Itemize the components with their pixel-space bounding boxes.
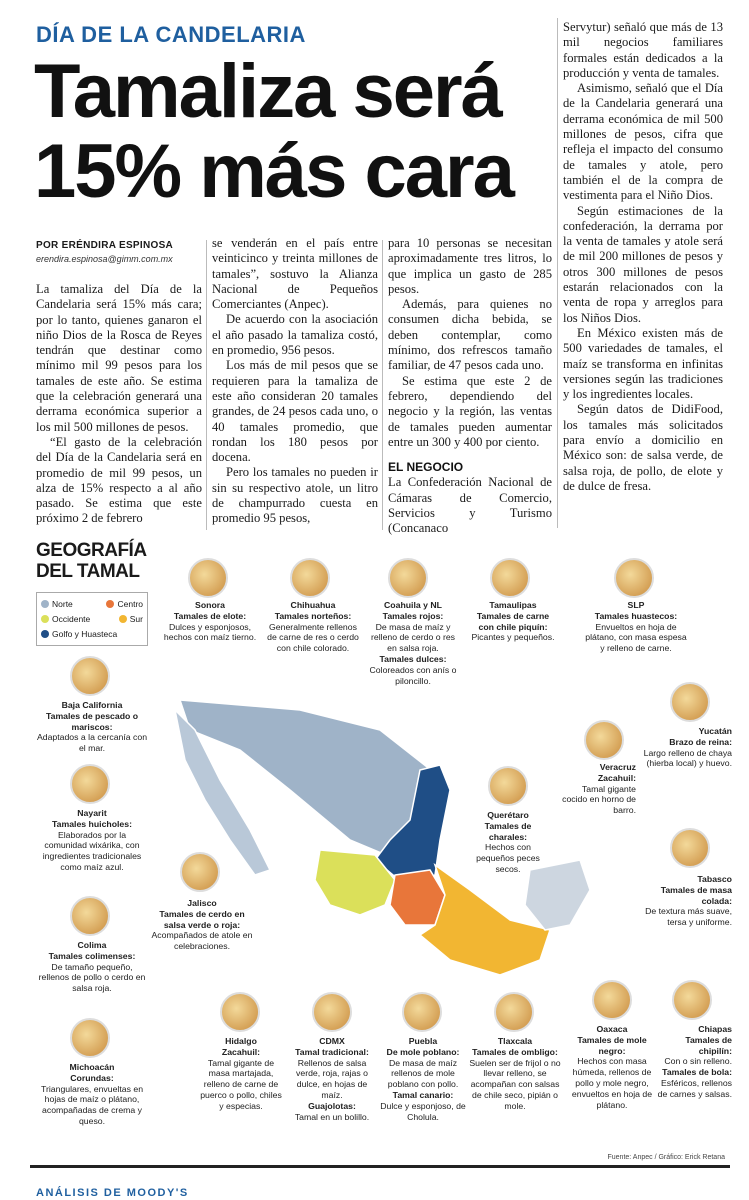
article-column-4 <box>563 20 723 494</box>
infographic-title-line: DEL TAMAL <box>36 561 140 582</box>
paragraph: Asimismo, señaló que el Día de la Candelaria generará una derrama económica de mil 500 millones de pesos, cifra que refleja el impacto del consumo de tamales y atole, pero también el de la compra de vestimenta para el Niño Dios. <box>563 81 723 203</box>
legend-item: Sur <box>119 614 143 624</box>
author-email[interactable]: erendira.espinosa@gimm.com.mx <box>36 254 173 264</box>
legend-swatch <box>41 615 49 623</box>
infographic-title-line: GEOGRAFÍA <box>36 540 147 561</box>
state-label-tlaxcala: Tlaxcala Tamales de ombligo: Suelen ser de frijol o no llevar relleno, se acompañan con salsas de chile seco, pipián o mole. <box>469 1036 561 1111</box>
paragraph: se venderán en el país entre veinticinco y treinta millones de tamales”, sostuvo la Alianza Nacional de Pequeños Comerciantes (Anpec). <box>212 236 378 312</box>
state-label-jalisco: Jalisco Tamales de cerdo en salsa verde o roja: Acompañados de atole en celebraciones. <box>151 898 253 952</box>
state-label-chiapas: Chiapas Tamales de chipilín: Con o sin relleno. Tamales de bola: Esféricos, rellenos de carnes y salsas. <box>657 1024 732 1099</box>
article-column-2 <box>212 236 378 527</box>
subheading: EL NEGOCIO <box>388 460 464 475</box>
graphic-source: Fuente: Anpec / Gráfico: Erick Retana <box>607 1154 725 1161</box>
tamal-photo <box>70 764 110 804</box>
paragraph: De acuerdo con la asociación el año pasado la tamaliza costó, en promedio, 956 pesos. <box>212 312 378 358</box>
paragraph: Servytur) señaló que más de 13 mil negocios familiares formales están dedicados a la producción y venta de tamales. <box>563 20 723 80</box>
tamal-photo <box>670 682 710 722</box>
map-region-centro <box>390 870 445 925</box>
paragraph: La tamaliza del Día de la Candelaria será 15% más cara; por lo tanto, quienes ganaron el niño Dios de la Rosca de Reyes tendrán que destinar como mínimo mil 99 pesos para los tamales de este año. Se estima que la celebración generará una derrama económica superior a los mil 500 millones de pesos. <box>36 282 202 434</box>
state-label-tabasco: Tabasco Tamales de masa colada: De textura más suave, tersa y uniforme. <box>645 874 732 928</box>
state-label-nayarit: Nayarit Tamales huicholes: Elaborados por la comunidad wixárika, con ingredientes tradicionales como maíz azul. <box>42 808 142 872</box>
tamal-photo <box>614 558 654 598</box>
legend-item: Occidente <box>41 614 90 624</box>
byline: POR ERÉNDIRA ESPINOSA <box>36 240 174 251</box>
next-article-kicker: ANÁLISIS DE MOODY'S <box>36 1187 189 1199</box>
state-label-baja-california: Baja California Tamales de pescado o mariscos: Adaptados a la cercanía con el mar. <box>36 700 148 754</box>
section-kicker: DÍA DE LA CANDELARIA <box>36 22 306 47</box>
tamal-photo <box>188 558 228 598</box>
tamal-photo <box>312 992 352 1032</box>
state-label-chihuahua: Chihuahua Tamales norteños: Generalmente rellenos de carne de res o cerdo con chile colorado. <box>267 600 359 654</box>
paragraph: Los más de mil pesos que se requieren para la tamaliza de este año consideran 20 tamales grandes, de 24 pesos cada uno, o 40 tamales promedio, que rondan los 180 pesos por docena. <box>212 358 378 465</box>
paragraph: Pero los tamales no pueden ir sin su respectivo atole, un litro de champurrado cuesta en promedio 95 pesos, <box>212 465 378 526</box>
paragraph: Se estima que este 2 de febrero, dependiendo del negocio y la región, las ventas de tamales pueden aumentar entre un 300 y 400 por ciento. <box>388 373 552 449</box>
tamal-photo <box>488 766 528 806</box>
state-label-cdmx: CDMX Tamal tradicional: Rellenos de salsa verde, roja, rajas o dulce, en hojas de maíz. Guajolotas: Tamal en un bolillo. <box>294 1036 370 1122</box>
mexico-map <box>150 690 620 1020</box>
state-label-sonora: Sonora Tamales de elote: Dulces y esponjosos, hechos con maíz tierno. <box>163 600 257 643</box>
paragraph: La Confederación Nacional de Cámaras de Comercio, Servicios y Turismo (Concanaco <box>388 475 552 536</box>
state-label-tamaulipas: Tamaulipas Tamales de carne con chile piquín: Picantes y pequeños. <box>471 600 555 643</box>
state-label-puebla: Puebla De mole poblano: De masa de maíz rellenos de mole poblano con pollo. Tamal canario: Dulce y esponjoso, de Cholula. <box>380 1036 466 1122</box>
state-label-hidalgo: Hidalgo Zacahuil: Tamal gigante de masa martajada, relleno de carne de puerco o pollo, chiles y especias. <box>200 1036 282 1111</box>
tamal-photo <box>220 992 260 1032</box>
column-divider <box>206 240 207 530</box>
legend-item: Golfo y Huasteca <box>41 629 117 639</box>
tamal-photo <box>584 720 624 760</box>
tamal-photo <box>672 980 712 1020</box>
legend-swatch <box>41 630 49 638</box>
region-legend <box>36 592 148 646</box>
paragraph: para 10 personas se necesitan aproximadamente tres litros, lo que implica un gasto de 285 pesos. <box>388 236 552 296</box>
paragraph: Según datos de DidiFood, los tamales más solicitados para envío a domicilio en México son: de salsa verde, de salsa roja, de pollo, de elote y de dulce de fresa. <box>563 402 723 493</box>
article-column-3 <box>388 236 552 537</box>
state-label-colima: Colima Tamales colimenses: De tamaño pequeño, rellenos de pollo o cerdo en salsa roja. <box>38 940 146 994</box>
tamal-photo <box>70 896 110 936</box>
legend-swatch <box>106 600 114 608</box>
infographic-title <box>36 540 147 582</box>
paragraph: Según estimaciones de la confederación, la derrama por la venta de tamales y atole será de mil 200 millones de pesos y otros 300 millones de pesos estarán relacionados con la venta de ropa y arreglos para los Niños Dios. <box>563 203 723 325</box>
state-label-queretaro: Querétaro Tamales de charales: Hechos con pequeños peces secos. <box>476 810 540 874</box>
legend-swatch <box>41 600 49 608</box>
tamal-photo <box>592 980 632 1020</box>
tamal-photo <box>670 828 710 868</box>
tamal-photo <box>490 558 530 598</box>
state-label-oaxaca: Oaxaca Tamales de mole negro: Hechos con masa húmeda, rellenos de pollo y mole negro, envueltos en hoja de plátano. <box>571 1024 653 1110</box>
column-divider <box>557 18 558 528</box>
tamal-photo <box>290 558 330 598</box>
legend-item: Norte <box>41 599 73 609</box>
tamal-photo <box>494 992 534 1032</box>
state-label-yucatan: Yucatán Brazo de reina: Largo relleno de chaya (hierba local) y huevo. <box>643 726 732 769</box>
legend-swatch <box>119 615 127 623</box>
column-divider <box>382 240 383 530</box>
article-column-1 <box>36 282 202 527</box>
tamal-photo <box>180 852 220 892</box>
state-label-michoacan: Michoacán Corundas: Triangulares, envueltas en hojas de maíz o plátano, acompañadas de crema y queso. <box>40 1062 144 1126</box>
paragraph: En México existen más de 500 variedades de tamales, el maíz se transforma en infinitas versiones según las tradiciones y los ingredientes locales. <box>563 325 723 402</box>
paragraph: Además, para quienes no consumen dicha bebida, se deben contemplar, como mínimo, dos refrescos tamaño familiar, de 47 pesos cada uno. <box>388 297 552 373</box>
bottom-rule <box>30 1165 730 1168</box>
state-label-slp: SLP Tamales huastecos: Envueltos en hoja de plátano, con masa espesa y relleno de carne. <box>585 600 687 654</box>
state-label-coahuila: Coahuila y NL Tamales rojos: De masa de maíz y relleno de cerdo o res en salsa roja. Tamales dulces: Coloreados con anís o piloncillo. <box>369 600 457 686</box>
tamal-photo <box>402 992 442 1032</box>
tamal-photo <box>70 1018 110 1058</box>
tamal-photo <box>70 656 110 696</box>
headline: Tamaliza será 15% más cara <box>34 49 513 214</box>
paragraph: “El gasto de la celebración del Día de la Candelaria será en promedio de mil 99 pesos, un alza de 15% respecto a al año pasado. Se estima que este próximo 2 de febrero <box>36 434 202 526</box>
tamal-photo <box>388 558 428 598</box>
legend-item: Centro <box>106 599 143 609</box>
state-label-veracruz: Veracruz Zacahuil: Tamal gigante cocido en horno de barro. <box>562 762 636 816</box>
